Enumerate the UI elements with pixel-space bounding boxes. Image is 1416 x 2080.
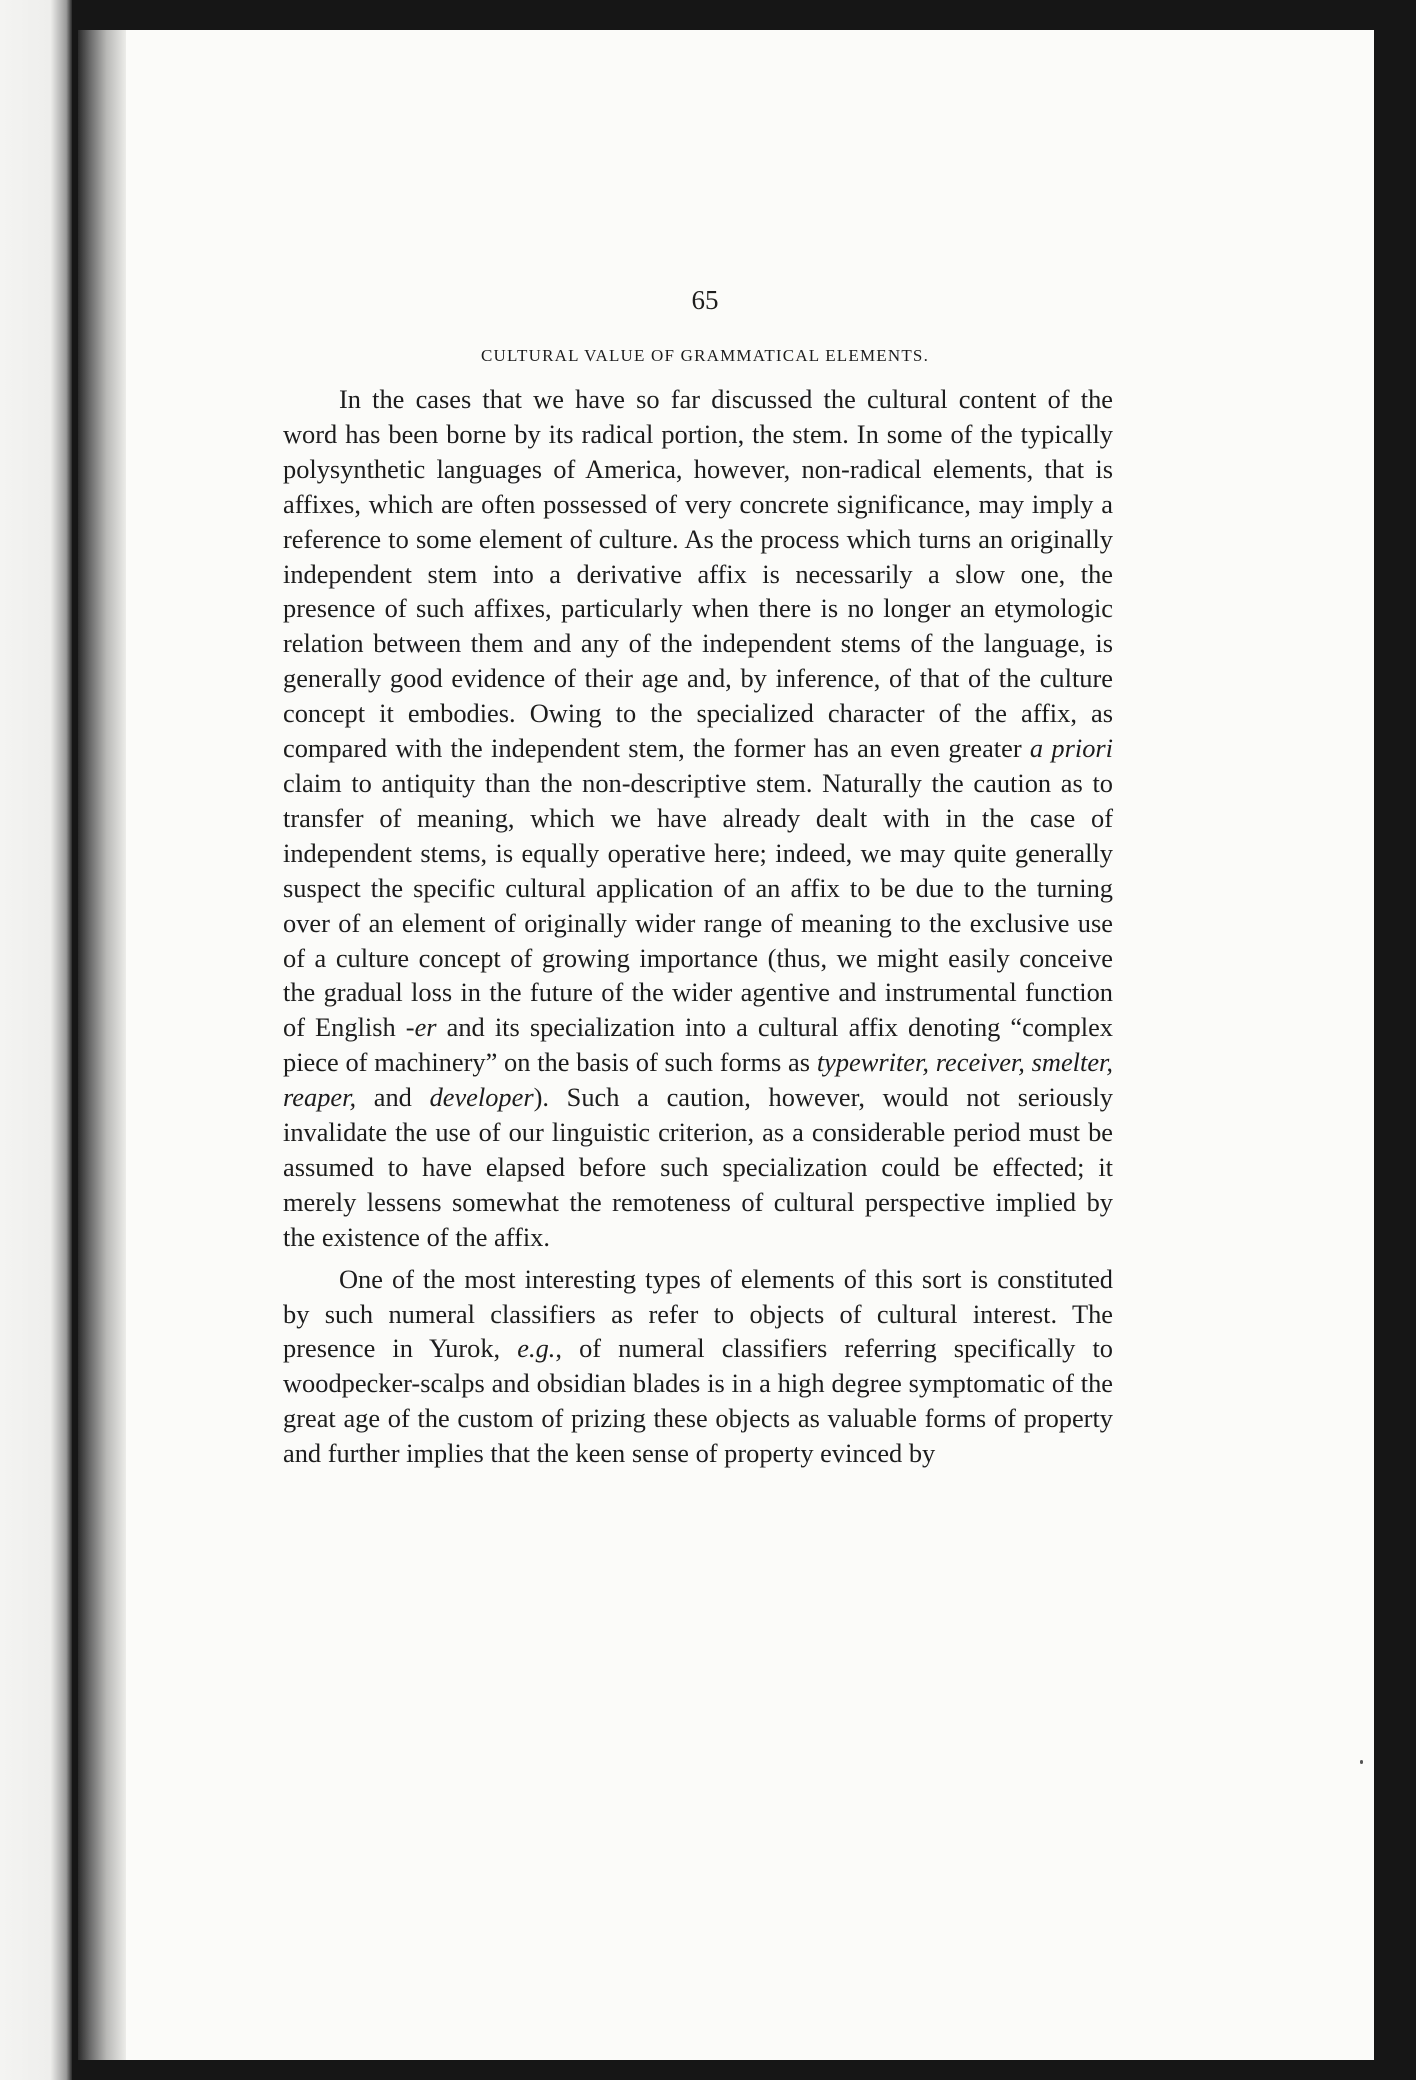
binding-gutter-shadow xyxy=(78,30,126,2060)
paragraph-1-text-2: claim to antiquity than the non-descriptive stem. Naturally the caution as to transfer of meaning, which we have already dealt with in the case of independent stems, is equally operative here; indeed, we may quite generally suspect the specific cultural application of an affix to be due to the turning over of an element of originally wider range of meaning to the exclusive use of a culture concept of growing importance (thus, we might easily conceive the gradual loss in the future of the wider agentive and instrumental function of English xyxy=(283,767,1113,1043)
paragraph-1-text-5: ). Such a caution, however, would not seriously invalidate the use of our linguistic criterion, as a considerable period must be assumed to have elapsed before such specialization could be effected; it merely lessens somewhat the remoteness of cultural perspective implied by the existence of the affix. xyxy=(283,1082,1113,1252)
paragraph-2-italic-eg: e.g. xyxy=(517,1333,556,1364)
paragraph-1-italic-er: -er xyxy=(405,1012,437,1043)
paragraph-2 xyxy=(283,1262,1113,1471)
paragraph-1-italic-a-priori: a priori xyxy=(1029,733,1113,764)
scan-speck xyxy=(1360,1760,1363,1764)
paragraph-1 xyxy=(283,382,1113,1255)
paragraph-1-text-3: and its specialization into a cultural affix denoting “complex piece of machinery” on the basis of such forms as xyxy=(283,1012,1113,1078)
running-head: CULTURAL VALUE OF GRAMMATICAL ELEMENTS. xyxy=(480,346,930,365)
paragraph-1-text-1: In the cases that we have so far discussed the cultural content of the word has been borne by its radical portion, the stem. In some of the typically polysynthetic languages of America, however, non-radical elements, that is affixes, which are often possessed of very concrete significance, may imply a reference to some element of culture. As the process which turns an originally independent stem into a derivative affix is necessarily a slow one, the presence of such affixes, particularly when there is no longer an etymologic relation between them and any of the independent stems of the language, is generally good evidence of their age and, by inference, of that of the culture concept it embodies. Owing to the specialized character of the affix, as compared with the independent stem, the former has an even greater xyxy=(283,384,1113,764)
text-block xyxy=(283,285,1113,1471)
paragraph-2-text-1: One of the most interesting types of elements of this sort is constituted by such numeral classifiers as refer to objects of cultural interest. The presence in Yurok, xyxy=(283,1263,1113,1364)
page-number: 65 xyxy=(691,285,719,315)
paragraph-1-italic-examples: typewriter, receiver, smelter, reaper, xyxy=(283,1047,1113,1113)
facing-page-edge xyxy=(0,0,72,2080)
paragraph-2-text-2: , of numeral classifiers referring specifically to woodpecker-scalps and obsidian blades is in a high degree symptomatic of the great age of the custom of prizing these objects as valuable forms of property and further implies that the keen sense of property evinced by xyxy=(283,1333,1114,1469)
paragraph-1-italic-developer: developer xyxy=(429,1082,534,1113)
paragraph-1-text-4: and xyxy=(356,1082,430,1113)
